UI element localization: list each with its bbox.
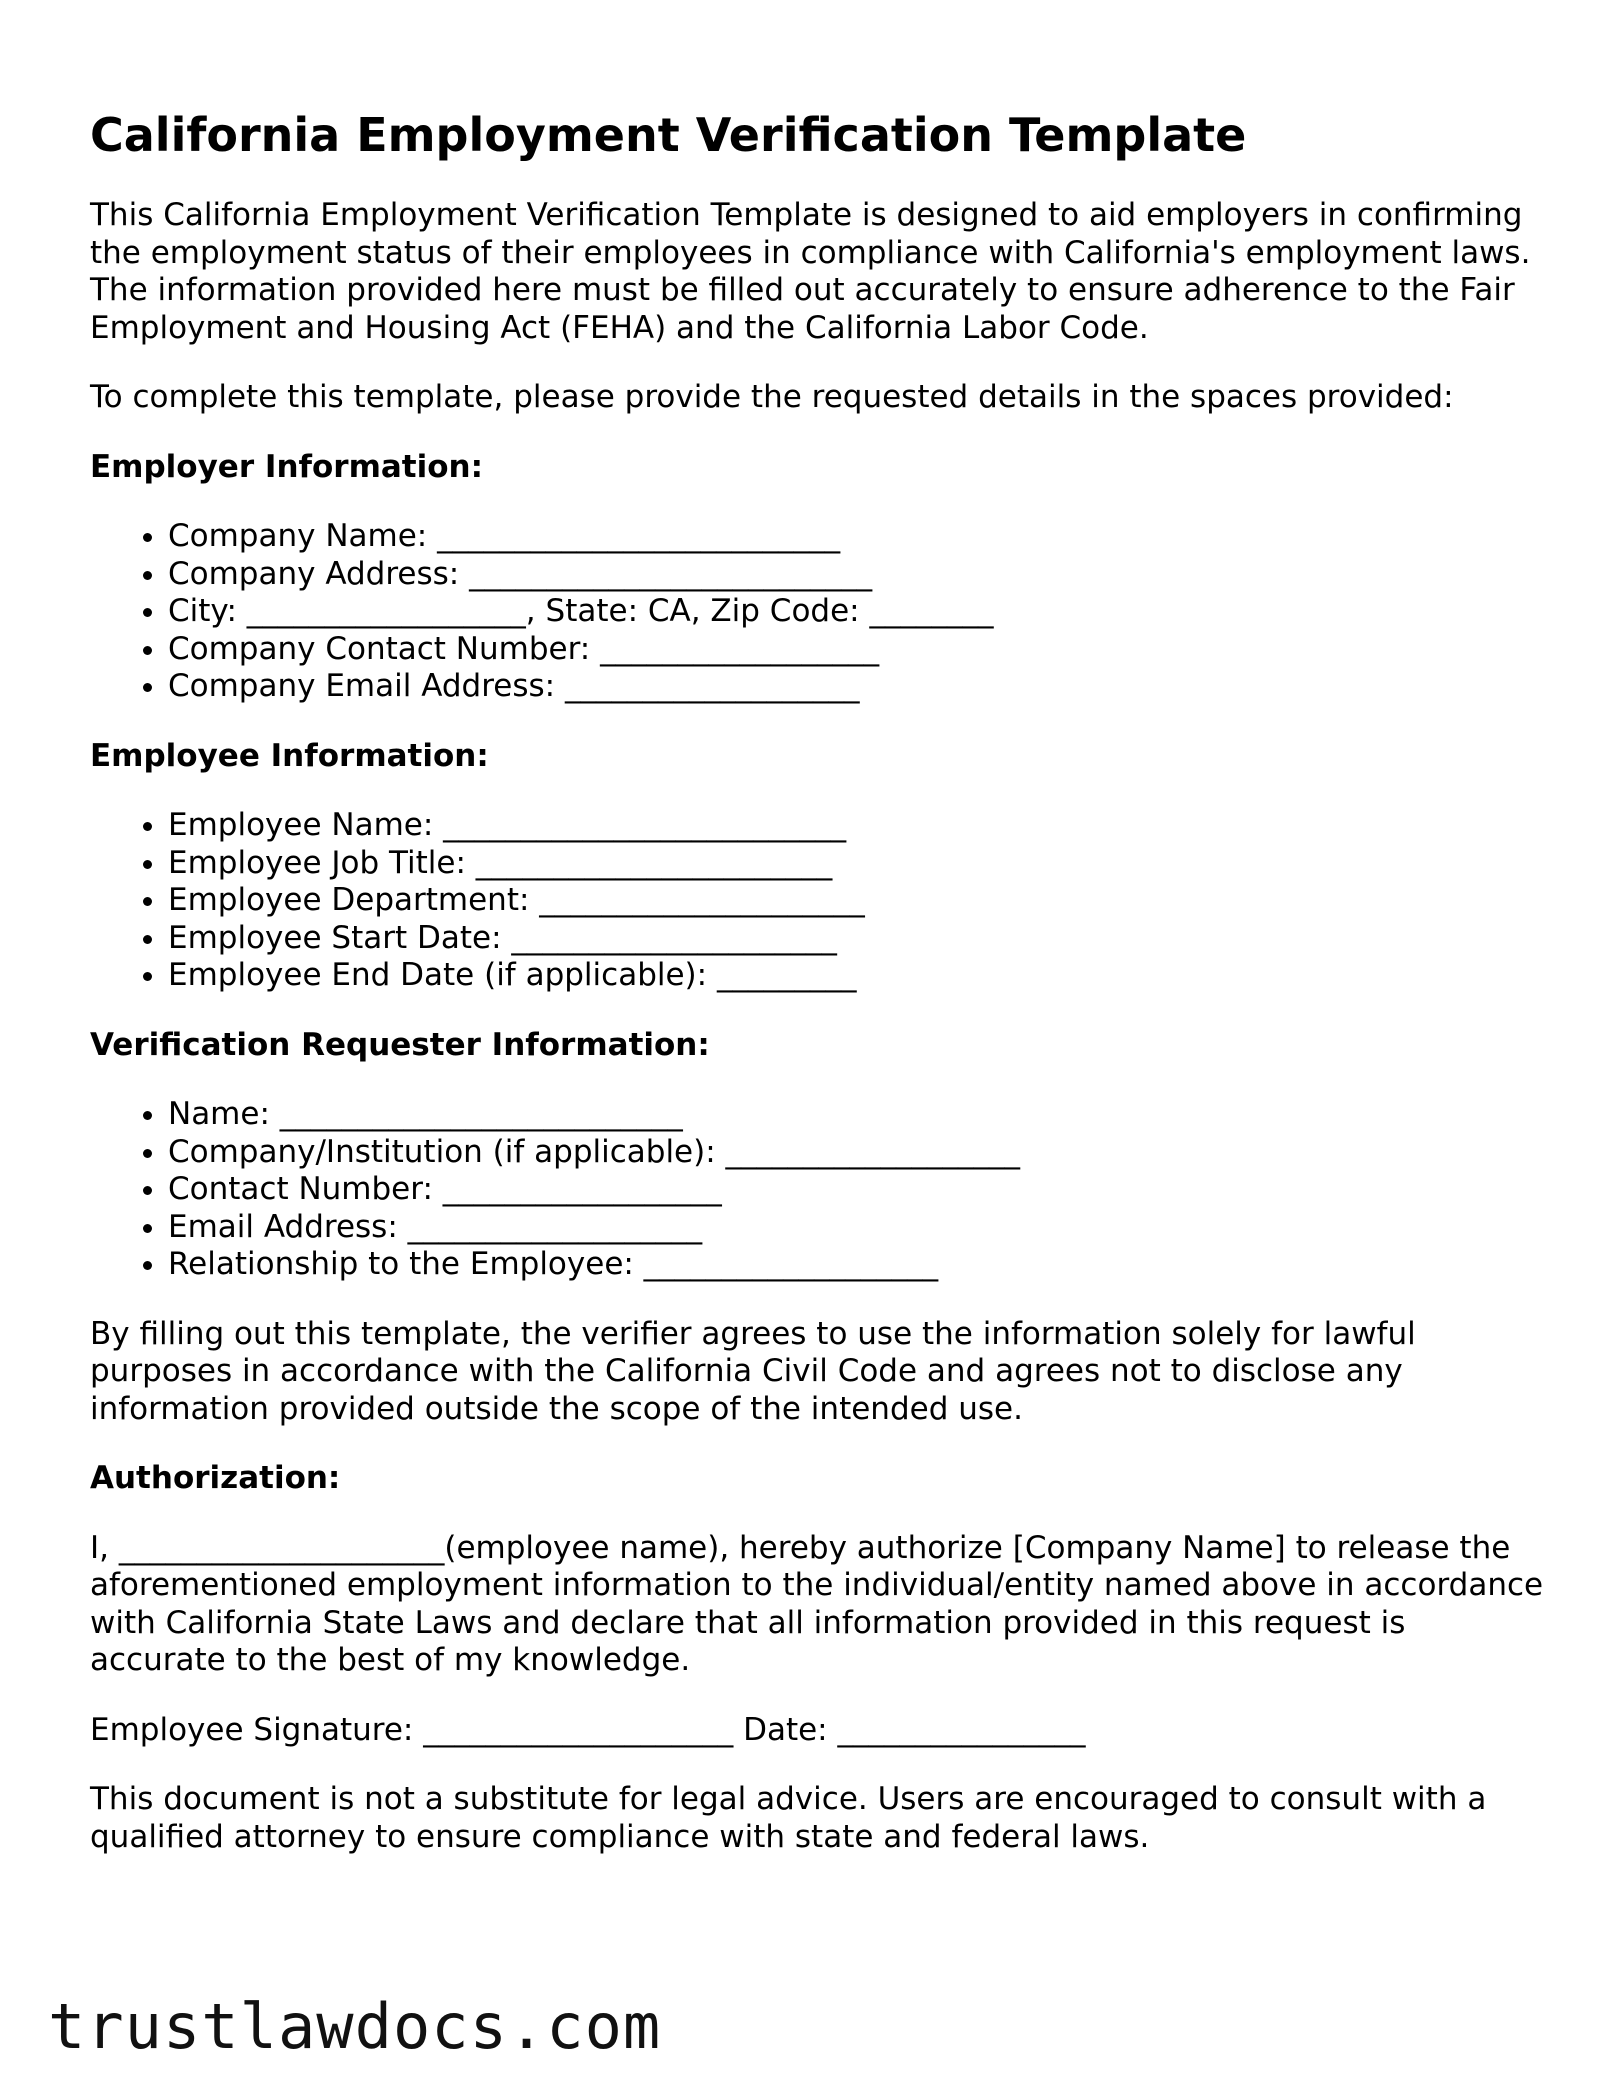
employer-contact-number-field: • Company Contact Number: __________________ (168, 631, 1550, 669)
authorization-section-heading: Authorization: (90, 1460, 341, 1497)
agreement-paragraph: By filling out this template, the verifier agrees to use the information solely for lawful purposes in accordance with the California Civil Code and agrees not to disclose any information provided outside the scope of the intended use. (90, 1315, 1416, 1427)
employee-start-date-field: • Employee Start Date: _____________________ (168, 920, 1550, 958)
employer-city-state-zip-field: • City: __________________, State: CA, Zip Code: ________ (168, 593, 1550, 631)
employer-field-list (90, 518, 1550, 706)
requester-company-field: • Company/Institution (if applicable): ___________________ (168, 1134, 1550, 1172)
requester-section-heading: Verification Requester Information: (90, 1026, 710, 1063)
requester-contact-number-field: • Contact Number: __________________ (168, 1171, 1550, 1209)
employee-section-heading: Employee Information: (90, 737, 489, 774)
requester-email-field: • Email Address: ___________________ (168, 1209, 1550, 1247)
employee-end-date-field: • Employee End Date (if applicable): _________ (168, 957, 1550, 995)
authorization-paragraph: I, _____________________(employee name), hereby authorize [Company Name] to release the aforementioned employment information to the individual/entity named above in accordance with California State Laws and declare that all information provided in this request is accurate to the best of my knowledge. (90, 1529, 1544, 1679)
signature-date-line: Employee Signature: ____________________ Date: ________________ (90, 1711, 1086, 1748)
footer-brand-watermark: trustlawdocs.com (48, 1990, 662, 2063)
requester-relationship-field: • Relationship to the Employee: ___________________ (168, 1246, 1550, 1284)
employer-company-name-field: • Company Name: __________________________ (168, 518, 1550, 556)
employer-section-heading: Employer Information: (90, 448, 484, 485)
document-page (90, 108, 1550, 1888)
intro-paragraph: This California Employment Verification Template is designed to aid employers in confirming the employment status of their employees in compliance with California's employment laws. The information provided here must be filled out accurately to ensure adherence to the Fair Employment and Housing Act (FEHA) and the California Labor Code. (90, 197, 1531, 346)
employee-field-list (90, 807, 1550, 995)
employee-name-field: • Employee Name: __________________________ (168, 807, 1550, 845)
legal-disclaimer: This document is not a substitute for legal advice. Users are encouraged to consult with a qualified attorney to ensure compliance with state and federal laws. (90, 1781, 1487, 1855)
employee-job-title-field: • Employee Job Title: _______________________ (168, 845, 1550, 883)
requester-name-field: • Name: __________________________ (168, 1096, 1550, 1134)
employee-department-field: • Employee Department: _____________________ (168, 882, 1550, 920)
employer-company-address-field: • Company Address: __________________________ (168, 556, 1550, 594)
employer-email-field: • Company Email Address: ___________________ (168, 668, 1550, 706)
instructions-paragraph: To complete this template, please provide the requested details in the spaces provided: (90, 379, 1454, 416)
requester-field-list (90, 1096, 1550, 1284)
document-title: California Employment Verification Template (90, 108, 1247, 162)
